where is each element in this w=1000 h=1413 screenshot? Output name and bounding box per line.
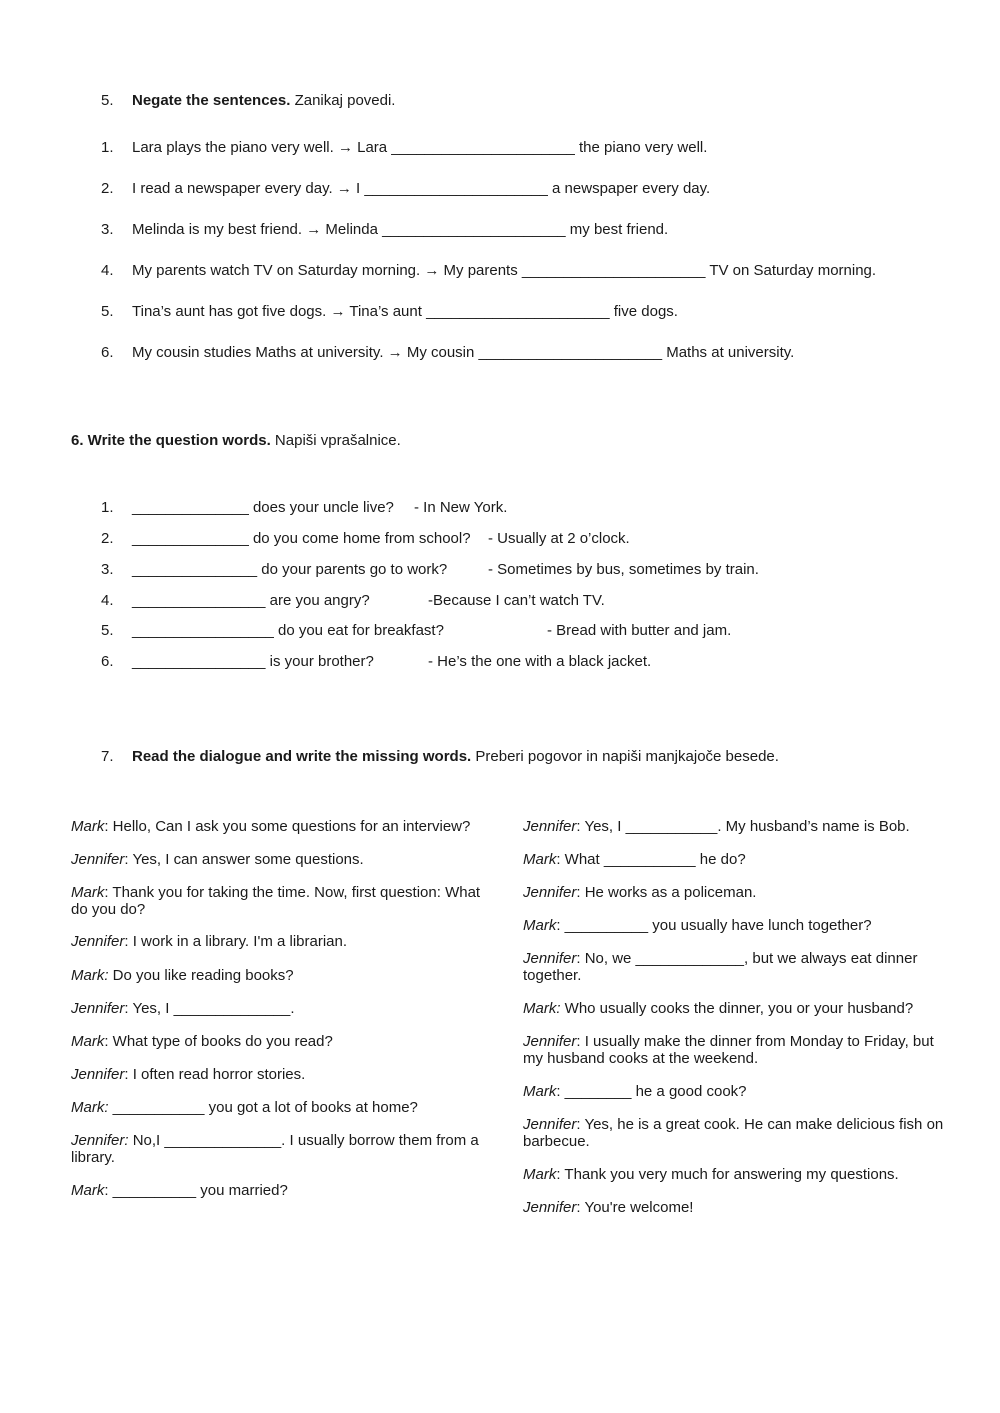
- dialogue-line: ___________ you got a lot of books at home?: [108, 1099, 418, 1116]
- speaker: Mark: [523, 851, 557, 868]
- dialogue-line: : __________ you married?: [104, 1182, 288, 1199]
- dialogue-turn: [523, 950, 948, 984]
- dialogue-line: Who usually cooks the dinner, you or your husband?: [560, 1000, 914, 1017]
- negate-sentence: I read a newspaper every day. → I ______________________ a newspaper every day.: [132, 180, 711, 197]
- item-number: 5.: [101, 622, 114, 639]
- item-number: 1.: [101, 139, 114, 156]
- item-number: 3.: [101, 561, 114, 578]
- speaker: Jennifer: [523, 1116, 577, 1133]
- exercise-6-title: 6. Write the question words.: [71, 432, 271, 449]
- answer: - In New York.: [414, 499, 508, 516]
- dialogue-turn: [71, 1132, 496, 1166]
- item-number: 6.: [101, 344, 114, 361]
- exercise-6-subtitle: Napiši vprašalnice.: [274, 432, 401, 449]
- speaker: Jennifer: [523, 1199, 577, 1216]
- item-number: 5.: [101, 303, 114, 320]
- dialogue-turn: [523, 1000, 953, 1017]
- dialogue-turn: [523, 1083, 953, 1100]
- speaker: Jennifer: [71, 1000, 125, 1017]
- item-number: 2.: [101, 180, 114, 197]
- dialogue-turn: [71, 1000, 496, 1017]
- dialogue-line: : Yes, I can answer some questions.: [124, 851, 364, 868]
- dialogue-turn: [71, 1182, 496, 1199]
- item-number: 4.: [101, 262, 114, 279]
- dialogue-turn: [523, 884, 953, 901]
- speaker: Jennifer: [523, 884, 577, 901]
- dialogue-line: : Thank you very much for answering my questions.: [556, 1166, 899, 1183]
- negate-sentence: Tina’s aunt has got five dogs. → Tina’s aunt ______________________ five dogs.: [132, 303, 678, 320]
- dialogue-line: : What type of books do you read?: [104, 1033, 333, 1050]
- dialogue-line: : What ___________ he do?: [556, 851, 746, 868]
- answer: - He’s the one with a black jacket.: [428, 653, 652, 670]
- speaker: Jennifer: [71, 933, 125, 950]
- exercise-5-number: 5.: [101, 92, 114, 109]
- question: ________________ is your brother?: [132, 653, 374, 670]
- negate-sentence: My cousin studies Maths at university. → My cousin ______________________ Maths at university.: [132, 344, 795, 361]
- exercise-5-subtitle: Zanikaj povedi.: [294, 92, 396, 109]
- dialogue-line: : I work in a library. I'm a librarian.: [124, 933, 348, 950]
- speaker: Jennifer: [523, 818, 577, 835]
- dialogue-line: : __________ you usually have lunch together?: [556, 917, 872, 934]
- dialogue-line: : ________ he a good cook?: [556, 1083, 747, 1100]
- dialogue-line: : Yes, he is a great cook. He can make delicious fish on barbecue.: [523, 1116, 944, 1150]
- speaker: Mark: [523, 1083, 557, 1100]
- dialogue-turn: [523, 1116, 953, 1150]
- exercise-5-title: Negate the sentences.: [132, 92, 291, 109]
- dialogue-turn: [523, 818, 953, 835]
- item-number: 1.: [101, 499, 114, 516]
- dialogue-turn: [71, 1099, 496, 1116]
- speaker: Mark: [71, 818, 105, 835]
- exercise-7-title: Read the dialogue and write the missing words.: [132, 748, 472, 765]
- answer: - Bread with butter and jam.: [547, 622, 732, 639]
- question: _________________ do you eat for breakfast?: [132, 622, 444, 639]
- dialogue-turn: [71, 1033, 496, 1050]
- answer: - Usually at 2 o’clock.: [488, 530, 630, 547]
- exercise-6-heading: [71, 432, 401, 450]
- question: ________________ are you angry?: [132, 592, 370, 609]
- dialogue-turn: [523, 1033, 953, 1067]
- speaker: Mark: [71, 1182, 105, 1199]
- dialogue-line: : I often read horror stories.: [124, 1066, 306, 1083]
- dialogue-turn: [523, 917, 953, 934]
- question: ______________ does your uncle live?: [132, 499, 394, 516]
- dialogue-line: : I usually make the dinner from Monday to Friday, but my husband cooks at the weekend.: [523, 1033, 934, 1067]
- speaker: Jennifer: [523, 1033, 577, 1050]
- speaker: Mark: [71, 884, 105, 901]
- item-number: 6.: [101, 653, 114, 670]
- negate-sentence: My parents watch TV on Saturday morning. → My parents ______________________ TV on Saturday morning.: [132, 262, 877, 279]
- dialogue-line: : Yes, I ___________. My husband’s name is Bob.: [576, 818, 910, 835]
- speaker: Mark: [523, 917, 557, 934]
- negate-sentence: Melinda is my best friend. → Melinda ______________________ my best friend.: [132, 221, 669, 238]
- dialogue-turn: [71, 1066, 496, 1083]
- dialogue-turn: [523, 1166, 953, 1183]
- dialogue-line: : Hello, Can I ask you some questions for an interview?: [104, 818, 471, 835]
- speaker: Mark:: [71, 1099, 109, 1116]
- item-number: 2.: [101, 530, 114, 547]
- dialogue-turn: [523, 1199, 953, 1216]
- question: ______________ do you come home from school?: [132, 530, 471, 547]
- question: _______________ do your parents go to work?: [132, 561, 448, 578]
- exercise-7-heading: [132, 748, 779, 766]
- speaker: Mark: [523, 1166, 557, 1183]
- item-number: 4.: [101, 592, 114, 609]
- speaker: Jennifer: [523, 950, 577, 967]
- exercise-7-number: 7.: [101, 748, 114, 765]
- answer: - Sometimes by bus, sometimes by train.: [488, 561, 759, 578]
- exercise-7-subtitle: Preberi pogovor in napiši manjkajoče besede.: [475, 748, 779, 765]
- dialogue-line: No,I ______________. I usually borrow them from a library.: [71, 1132, 479, 1166]
- speaker: Mark:: [523, 1000, 561, 1017]
- dialogue-line: Do you like reading books?: [108, 967, 294, 984]
- dialogue-turn: [71, 933, 496, 950]
- dialogue-line: : Yes, I ______________.: [124, 1000, 295, 1017]
- dialogue-turn: [523, 851, 953, 868]
- speaker: Jennifer: [71, 851, 125, 868]
- dialogue-line: : No, we _____________, but we always eat dinner together.: [523, 950, 918, 984]
- dialogue-turn: [71, 884, 481, 918]
- exercise-5-heading: [132, 92, 395, 110]
- dialogue-line: : Thank you for taking the time. Now, first question: What do you do?: [71, 884, 481, 918]
- speaker: Mark: [71, 1033, 105, 1050]
- speaker: Jennifer:: [71, 1132, 129, 1149]
- dialogue-line: : You're welcome!: [576, 1199, 694, 1216]
- speaker: Mark:: [71, 967, 109, 984]
- speaker: Jennifer: [71, 1066, 125, 1083]
- dialogue-turn: [71, 967, 496, 984]
- dialogue-line: : He works as a policeman.: [576, 884, 757, 901]
- negate-sentence: Lara plays the piano very well. → Lara ______________________ the piano very well.: [132, 139, 708, 156]
- item-number: 3.: [101, 221, 114, 238]
- answer: -Because I can’t watch TV.: [428, 592, 605, 609]
- dialogue-turn: [71, 818, 496, 835]
- dialogue-turn: [71, 851, 496, 868]
